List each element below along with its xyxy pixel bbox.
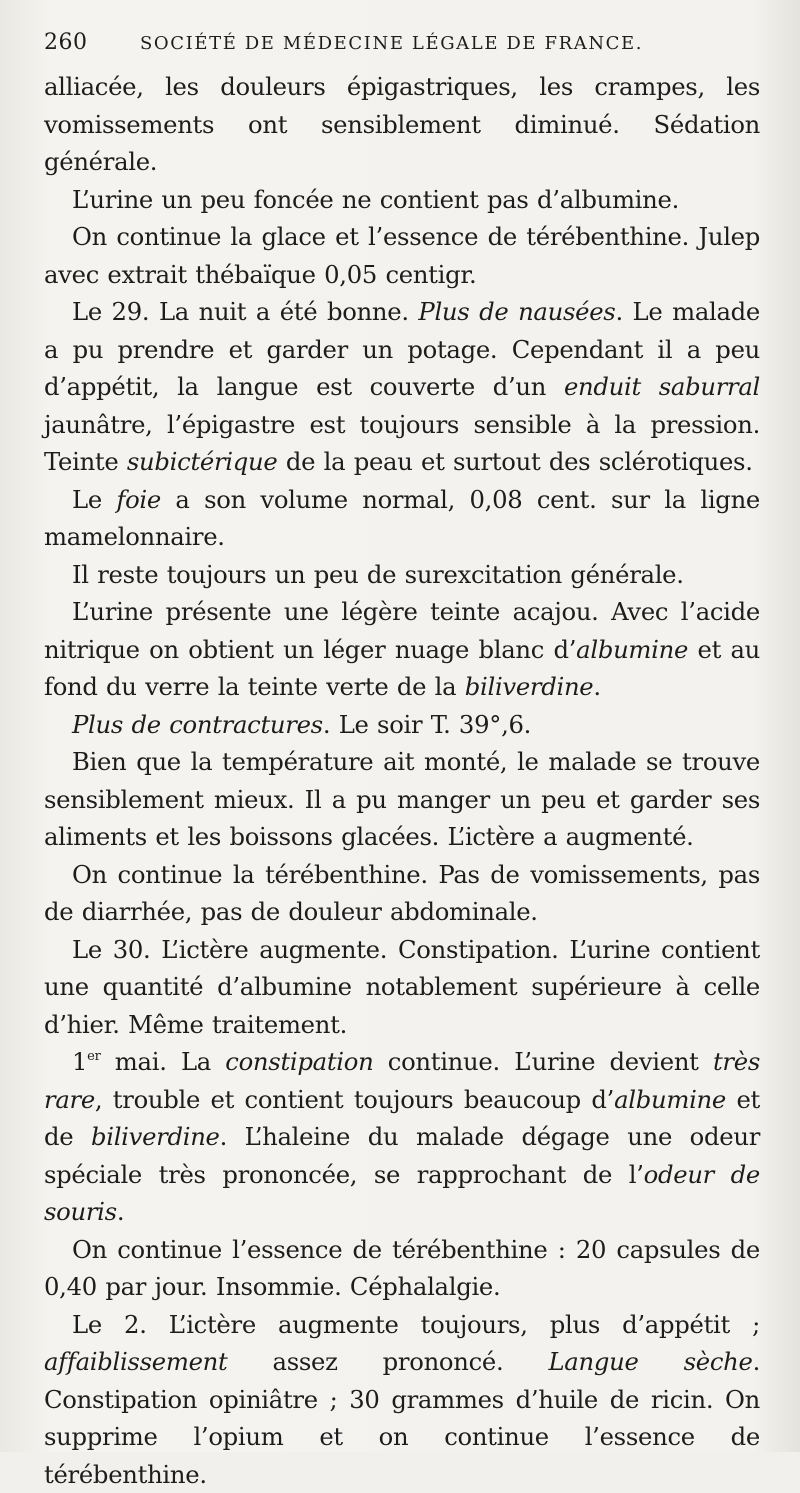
italic-text: biliverdine	[465, 672, 594, 701]
text-run: de la peau et surtout des sclérotiques.	[277, 447, 752, 476]
italic-text: odeur de souris	[44, 1160, 760, 1227]
text-run: Le 29. La nuit a été bonne.	[72, 297, 418, 326]
superscript-text: er	[87, 1049, 100, 1064]
text-run: . L’haleine du malade dégage une odeur spéciale très prononcée, se rapprochant de l’	[44, 1122, 760, 1189]
text-run: , trouble et contient toujours beaucoup d’	[95, 1085, 614, 1114]
text-run: On continue la térébenthine. Pas de vomissements, pas de diarrhée, pas de douleur abdominale.	[44, 860, 760, 927]
italic-text: subictérique	[127, 447, 278, 476]
text-run: L’urine présente une légère teinte acajou. Avec l’acide nitrique on obtient un léger nuage blanc d’	[44, 597, 760, 664]
text-run: Le 2. L’ictère augmente toujours, plus d’appétit ;	[72, 1310, 760, 1339]
text-run: et de	[44, 1085, 760, 1152]
text-run: Le	[72, 485, 116, 514]
paragraph	[44, 931, 760, 1044]
paragraph	[44, 1306, 760, 1493]
italic-text: affaiblissement	[44, 1347, 227, 1376]
text-run: . Constipation opiniâtre ; 30 grammes d’huile de ricin. On supprime l’opium et on continue l’essence de térébenthine.	[44, 1347, 760, 1489]
paragraph	[44, 218, 760, 293]
italic-text: albumine	[576, 635, 688, 664]
italic-text: foie	[116, 485, 161, 514]
text-run: continue. L’urine devient	[373, 1047, 713, 1076]
italic-text: constipation	[225, 1047, 373, 1076]
paragraph	[44, 68, 760, 181]
paragraph	[44, 293, 760, 481]
italic-text: enduit saburral	[564, 372, 760, 401]
body-text	[44, 68, 760, 1493]
text-run: On continue la glace et l’essence de térébenthine. Julep avec extrait thébaïque 0,05 centigr.	[44, 222, 760, 289]
page-number: 260	[44, 30, 140, 55]
text-run: Bien que la température ait monté, le malade se trouve sensiblement mieux. Il a pu manger un peu et garder ses aliments et les boissons glacées. L’ictère a augmenté.	[44, 747, 760, 851]
text-run: Il reste toujours un peu de surexcitation générale.	[72, 560, 684, 589]
paragraph	[44, 743, 760, 856]
paragraph	[44, 856, 760, 931]
text-run: .	[593, 672, 600, 701]
italic-text: albumine	[614, 1085, 726, 1114]
text-run: . Le malade a pu prendre et garder un potage. Cependant il a peu d’appétit, la langue est couverte d’un	[44, 297, 760, 401]
paragraph	[44, 556, 760, 594]
paragraph	[44, 1231, 760, 1306]
running-head: SOCIÉTÉ DE MÉDECINE LÉGALE DE FRANCE.	[140, 33, 643, 54]
text-run: Le 30. L’ictère augmente. Constipation. L’urine contient une quantité d’albumine notablement supérieure à celle d’hier. Même traitement.	[44, 935, 760, 1039]
text-run: .	[117, 1197, 124, 1226]
text-run: assez prononcé.	[227, 1347, 548, 1376]
italic-text: très rare	[44, 1047, 760, 1114]
text-run: On continue l’essence de térébenthine : 20 capsules de 0,40 par jour. Insommie. Céphalalgie.	[44, 1235, 760, 1302]
paragraph	[44, 1043, 760, 1231]
text-run: . Le soir T. 39°,6.	[323, 710, 531, 739]
text-run: 1	[72, 1047, 87, 1076]
text-run: mai. La	[100, 1047, 225, 1076]
paragraph	[44, 706, 760, 744]
italic-text: biliverdine	[91, 1122, 220, 1151]
paragraph	[44, 181, 760, 219]
text-run: et au fond du verre la teinte verte de la	[44, 635, 760, 702]
text-run: a son volume normal, 0,08 cent. sur la ligne mamelonnaire.	[44, 485, 760, 552]
paragraph	[44, 593, 760, 706]
paragraph	[44, 481, 760, 556]
page-header	[44, 30, 760, 66]
text-run: L’urine un peu foncée ne contient pas d’albumine.	[72, 185, 679, 214]
italic-text: Langue sèche	[548, 1347, 752, 1376]
italic-text: Plus de nausées	[418, 297, 615, 326]
italic-text: Plus de contractures	[72, 710, 323, 739]
text-run: alliacée, les douleurs épigastriques, les crampes, les vomissements ont sensiblement diminué. Sédation générale.	[44, 72, 760, 176]
text-run: jaunâtre, l’épigastre est toujours sensible à la pression. Teinte	[44, 410, 760, 477]
